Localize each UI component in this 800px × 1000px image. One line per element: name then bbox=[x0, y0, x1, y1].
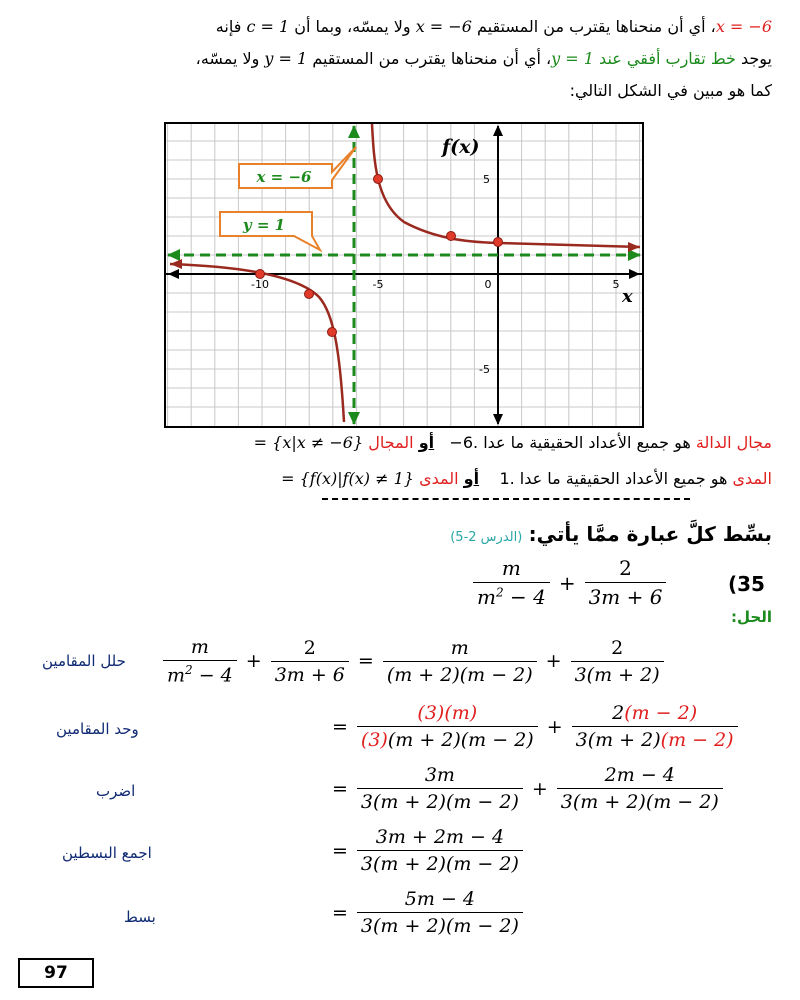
callout-y-label: y = 1 bbox=[242, 216, 286, 234]
range-statement: المدى هو جميع الأعداد الحقيقية ما عدا 1. أو المدى = {f(x)|f(x) ≠ 1} bbox=[281, 469, 772, 488]
intro-line-1: x = −6، أي أن منحناها يقترب من المستقيم x = −6 ولا يمسّه، وبما أن c = 1 فإنه bbox=[215, 17, 772, 36]
step-1-equation: $\frac{m}{m^2 - 4}$ + $\frac{2}{3m + 6}$ = $\frac{m}{(m + 2)(m - 2)}$ + $\frac{2}{3(m + 2)}$ bbox=[160, 636, 667, 686]
step-3-equation: = $\frac{3m}{3(m + 2)(m - 2)}$ + $\frac{2m - 4}{3(m + 2)(m - 2)}$ bbox=[326, 764, 726, 813]
step-label: وحد المقامين bbox=[56, 720, 139, 738]
y-tick-label: -5 bbox=[479, 363, 490, 376]
graph-point bbox=[374, 175, 383, 184]
step-label: بسط bbox=[124, 908, 156, 926]
function-graph bbox=[164, 122, 644, 428]
x-tick-label: 0 bbox=[484, 278, 492, 291]
domain-statement: مجال الدالة هو جميع الأعداد الحقيقية ما عدا −6. أو المجال = {x|x ≠ −6} bbox=[253, 433, 772, 452]
x-tick-label: 5 bbox=[612, 278, 620, 291]
graph-point bbox=[494, 238, 503, 247]
dashed-separator bbox=[322, 498, 690, 500]
problem-expression: $\frac{m}{m^2 - 4}$ + $\frac{2}{3m + 6}$ bbox=[470, 556, 669, 609]
intro-line-2: يوجد خط تقارب أفقي عند y = 1، أي أن منحناها يقترب من المستقيم y = 1 ولا يمسّه، bbox=[195, 49, 772, 68]
step-label: اجمع البسطين bbox=[62, 844, 152, 862]
graph-point bbox=[256, 270, 265, 279]
x-axis-label: x bbox=[622, 286, 633, 307]
section-heading: بسِّط كلَّ عبارة ممَّا يأتي: (الدرس 2-5) bbox=[450, 522, 772, 546]
graph-point bbox=[328, 328, 337, 337]
callout-x-label: x = −6 bbox=[256, 168, 312, 186]
x-tick-label: -10 bbox=[251, 278, 269, 291]
y-tick-label: 5 bbox=[483, 173, 490, 186]
intro-line-3: كما هو مبين في الشكل التالي: bbox=[569, 81, 772, 100]
step-label: حلل المقامين bbox=[42, 652, 126, 670]
step-label: اضرب bbox=[96, 782, 136, 800]
page-number: 97 bbox=[18, 958, 94, 988]
graph-point bbox=[305, 290, 314, 299]
problem-number: (35 bbox=[728, 572, 765, 596]
solution-label: الحل: bbox=[731, 608, 772, 626]
step-5-equation: = $\frac{5m - 4}{3(m + 2)(m - 2)}$ bbox=[326, 888, 526, 937]
step-2-equation: = $\frac{(3)(m)}{(3)(m + 2)(m - 2)}$ + $\frac{2(m - 2)}{3(m + 2)(m - 2)}$ bbox=[326, 702, 741, 751]
inline-math: x = −6 bbox=[715, 17, 772, 36]
step-4-equation: = $\frac{3m + 2m - 4}{3(m + 2)(m - 2)}$ bbox=[326, 826, 526, 875]
y-axis-label: f(x) bbox=[442, 136, 480, 158]
x-tick-label: -5 bbox=[372, 278, 384, 291]
graph-point bbox=[447, 232, 456, 241]
